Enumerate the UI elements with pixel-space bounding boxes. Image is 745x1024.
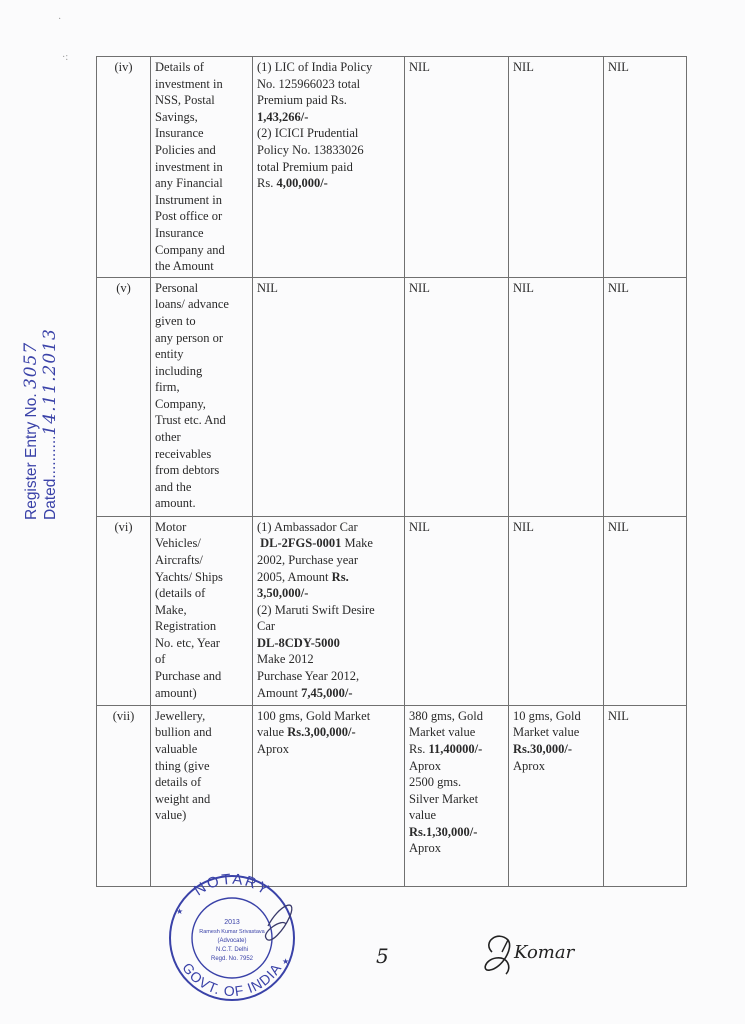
assets-table bbox=[96, 56, 687, 887]
register-entry-line: Register Entry No. 3057 bbox=[21, 341, 41, 520]
value-cell: NIL bbox=[509, 277, 604, 516]
self-details: NIL bbox=[253, 277, 405, 516]
scan-speck: · bbox=[58, 14, 62, 25]
signature-text: Komar bbox=[514, 942, 575, 963]
value-cell: NIL bbox=[509, 516, 604, 705]
table-row bbox=[97, 57, 687, 278]
item-description: Jewellery, bullion and valuable thing (give details of weight and value) bbox=[151, 705, 253, 886]
stamp-year: 2013 bbox=[224, 919, 240, 926]
entry-date: 14.11.2013 bbox=[40, 328, 60, 436]
value-cell: NIL bbox=[509, 57, 604, 278]
page-number: 5 bbox=[376, 944, 389, 968]
value-cell: NIL bbox=[604, 57, 687, 278]
scan-speck: ·: bbox=[62, 52, 69, 63]
stamp-top-text: NOTARY bbox=[190, 870, 274, 900]
table-row bbox=[97, 705, 687, 886]
value-cell: NIL bbox=[405, 277, 509, 516]
stamp-star: ★ bbox=[282, 957, 290, 966]
notary-stamp bbox=[158, 866, 306, 1004]
value-cell: NIL bbox=[604, 277, 687, 516]
entry-number: 3057 bbox=[21, 341, 41, 390]
table-row bbox=[97, 277, 687, 516]
stamp-star: ★ bbox=[176, 907, 184, 916]
value-cell: NIL bbox=[405, 57, 509, 278]
stamp-name: Ramesh Kumar Srivastava bbox=[199, 929, 265, 935]
svg-text:GOVT. OF INDIA bbox=[179, 960, 284, 999]
serial-number: (v) bbox=[97, 277, 151, 516]
serial-number: (iv) bbox=[97, 57, 151, 278]
self-details: 100 gms, Gold Market value Rs.3,00,000/- Aprox bbox=[253, 705, 405, 886]
serial-number: (vi) bbox=[97, 516, 151, 705]
value-cell: NIL bbox=[604, 705, 687, 886]
register-date-line: Dated..........14.11.2013 bbox=[40, 328, 60, 520]
table-row bbox=[97, 516, 687, 705]
stamp-regd: Regd. No. 7952 bbox=[210, 956, 254, 962]
stamp-role: (Advocate) bbox=[217, 938, 247, 944]
value-cell: 10 gms, Gold Market value Rs.30,000/- Aprox bbox=[509, 705, 604, 886]
signature bbox=[478, 922, 598, 982]
value-cell: NIL bbox=[604, 516, 687, 705]
value-cell: NIL bbox=[405, 516, 509, 705]
stamp-bottom-text: GOVT. OF INDIA bbox=[179, 959, 285, 1000]
item-description: Details of investment in NSS, Postal Savings, Insurance Policies and investment in any Financial Instrument in Post office or Insurance Company and the Amount bbox=[151, 57, 253, 278]
item-description: Motor Vehicles/ Aircrafts/ Yachts/ Ships (details of Make, Registration No. etc, Year of Purchase and amount) bbox=[151, 516, 253, 705]
item-description: Personal loans/ advance given to any person or entity including firm, Company, Trust etc. And other receivables from debtors and the amount. bbox=[151, 277, 253, 516]
value-cell: 380 gms, Gold Market value Rs. 11,40000/- Aprox 2500 gms. Silver Market value Rs.1,30,000/- Aprox bbox=[405, 705, 509, 886]
serial-number: (vii) bbox=[97, 705, 151, 886]
self-details: (1) LIC of India Policy No. 125966023 total Premium paid Rs. 1,43,266/- (2) ICICI Prudential Policy No. 13833026 total Premium paid Rs. 4,00,000/- bbox=[253, 57, 405, 278]
self-details: (1) Ambassador Car DL-2FGS-0001 Make 2002, Purchase year 2005, Amount Rs. 3,50,000/- (2) Maruti Swift Desire Car DL-8CDY-5000 Make 2012 Purchase Year 2012, Amount 7,45,000/- bbox=[253, 516, 405, 705]
register-entry-note bbox=[22, 328, 60, 520]
stamp-place: N.C.T. Delhi bbox=[215, 947, 249, 953]
